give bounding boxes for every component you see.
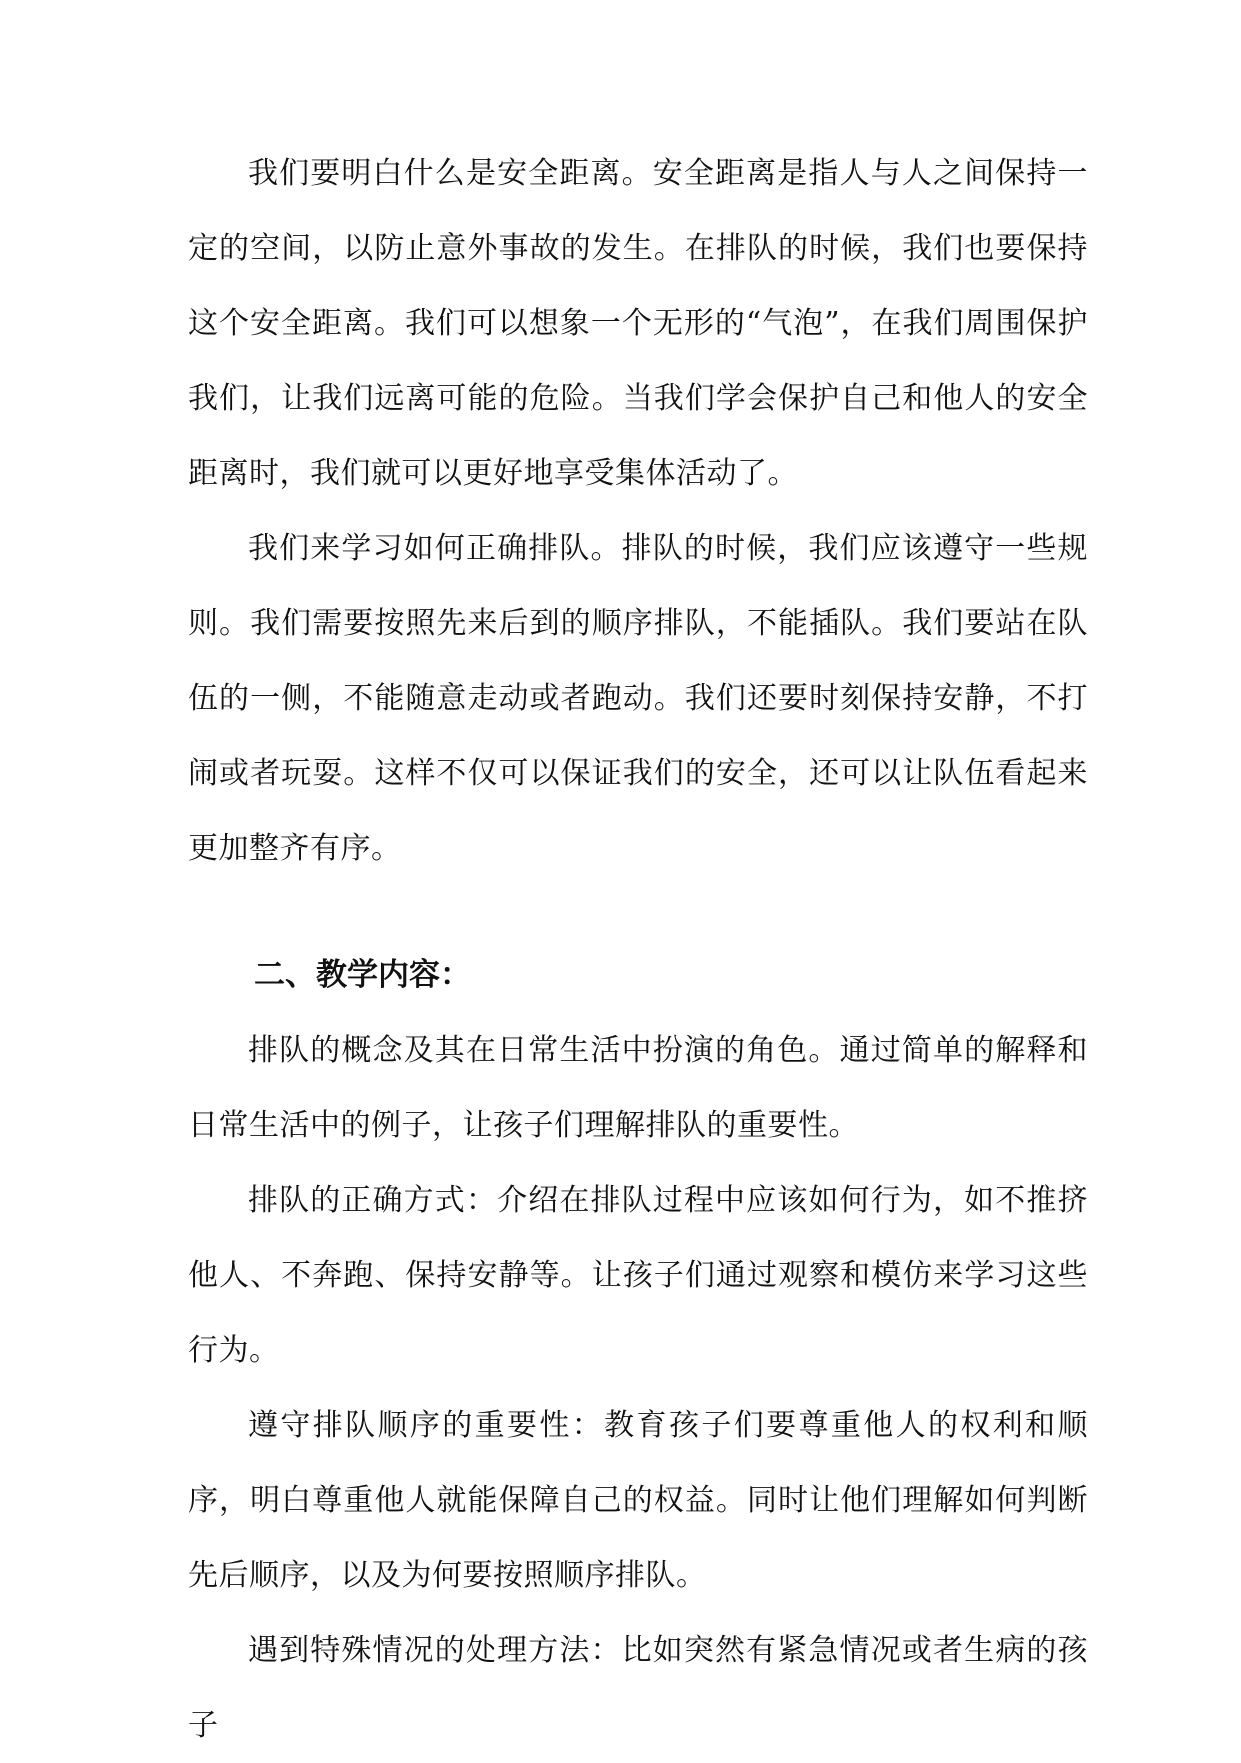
paragraph-queue-method: 排队的正确方式：介绍在排队过程中应该如何行为，如不推挤他人、不奔跑、保持安静等。让孩子们通过观察和模仿来学习这些行为。	[188, 1183, 1088, 1368]
paragraph-special-cases: 遇到特殊情况的处理方法：比如突然有紧急情况或者生病的孩子	[188, 1633, 1088, 1743]
paragraph-queue-concept: 排队的概念及其在日常生活中扮演的角色。通过简单的解释和日常生活中的例子，让孩子们理解排队的重要性。	[188, 1033, 1088, 1143]
section-heading: 二、教学内容：	[254, 957, 471, 993]
document-body	[188, 136, 1088, 1763]
paragraph-queue-rules: 我们来学习如何正确排队。排队的时候，我们应该遵守一些规则。我们需要按照先来后到的顺序排队，不能插队。我们要站在队伍的一侧，不能随意走动或者跑动。我们还要时刻保持安静，不打闹或者玩耍。这样不仅可以保证我们的安全，还可以让队伍看起来更加整齐有序。	[188, 531, 1088, 866]
paragraph-safe-distance: 我们要明白什么是安全距离。安全距离是指人与人之间保持一定的空间，以防止意外事故的发生。在排队的时候，我们也要保持这个安全距离。我们可以想象一个无形的“气泡”，在我们周围保护我们，让我们远离可能的危险。当我们学会保护自己和他人的安全距离时，我们就可以更好地享受集体活动了。	[188, 156, 1088, 491]
paragraph-queue-order: 遵守排队顺序的重要性：教育孩子们要尊重他人的权利和顺序，明白尊重他人就能保障自己的权益。同时让他们理解如何判断先后顺序，以及为何要按照顺序排队。	[188, 1408, 1088, 1593]
